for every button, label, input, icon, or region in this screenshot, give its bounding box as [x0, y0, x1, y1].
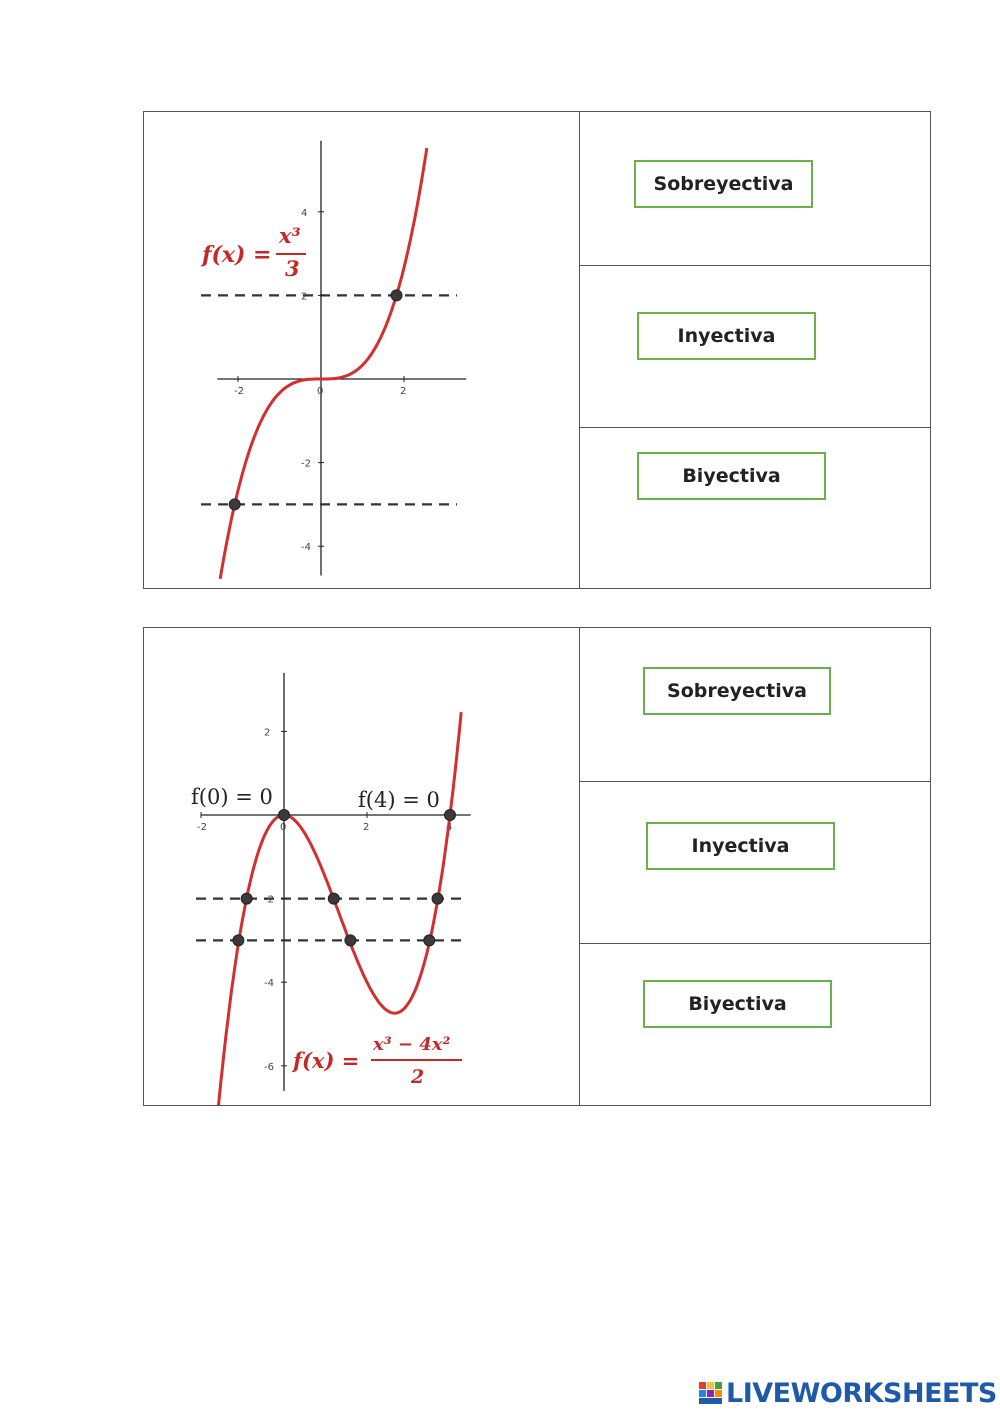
- liveworksheets-logo: [698, 1378, 997, 1408]
- option-cell-sobreyectiva: [580, 628, 930, 782]
- marked-point: [241, 893, 252, 904]
- marked-point: [328, 893, 339, 904]
- formula-denominator: 2: [411, 1066, 425, 1088]
- marked-point: [345, 935, 356, 946]
- x-tick-label: -2: [197, 822, 207, 833]
- marked-point: [233, 935, 244, 946]
- watermark-text: LIVEWORKSHEETS: [726, 1377, 997, 1409]
- label-f4: f(4) = 0: [358, 788, 440, 812]
- option-cell-inyectiva: [580, 266, 930, 428]
- y-tick-label: -4: [264, 978, 274, 990]
- formula-denominator: 3: [285, 256, 300, 281]
- y-tick-label: 4: [301, 207, 308, 219]
- formula-label: [200, 223, 306, 281]
- marked-point: [279, 810, 290, 821]
- function-graph-1: [144, 112, 580, 588]
- x-tick-label: 0: [280, 822, 287, 833]
- x-tick-label: -2: [234, 386, 244, 397]
- x-tick-label: 0: [317, 386, 324, 397]
- sobreyectiva-button[interactable]: Sobreyectiva: [634, 160, 813, 208]
- graph-cell-1: [144, 112, 580, 588]
- marked-point: [445, 810, 456, 821]
- y-tick-label: -6: [264, 1061, 274, 1073]
- marked-point: [432, 893, 443, 904]
- graph-cell-2: [144, 628, 580, 1105]
- x-tick-label: 2: [363, 822, 370, 833]
- formula-lhs: f(x) =: [293, 1048, 360, 1073]
- marked-point: [424, 935, 435, 946]
- y-tick-label: 2: [264, 727, 271, 739]
- formula-lhs: f(x) =: [202, 242, 272, 268]
- formula-label: [291, 1034, 462, 1088]
- x-tick-label: 2: [400, 386, 407, 397]
- option-cell-biyectiva: [580, 428, 930, 588]
- option-cell-biyectiva: [580, 944, 930, 1105]
- formula-numerator: x³ − 4x²: [373, 1034, 451, 1055]
- label-f0: f(0) = 0: [191, 785, 273, 809]
- option-cell-inyectiva: [580, 782, 930, 944]
- biyectiva-button[interactable]: Biyectiva: [637, 452, 826, 500]
- marked-point: [229, 499, 240, 510]
- function-graph-2: [144, 628, 580, 1105]
- biyectiva-button[interactable]: Biyectiva: [643, 980, 832, 1028]
- exercise-2: [143, 627, 931, 1106]
- formula-numerator: x³: [279, 223, 301, 248]
- sobreyectiva-button[interactable]: Sobreyectiva: [643, 667, 831, 715]
- option-cell-sobreyectiva: [580, 112, 930, 266]
- marked-point: [391, 290, 402, 301]
- exercise-1: [143, 111, 931, 589]
- inyectiva-button[interactable]: Inyectiva: [637, 312, 816, 360]
- y-tick-label: -2: [301, 458, 311, 470]
- inyectiva-button[interactable]: Inyectiva: [646, 822, 835, 870]
- y-tick-label: 2: [301, 291, 308, 303]
- y-tick-label: -2: [264, 894, 274, 906]
- y-tick-label: -4: [301, 542, 311, 554]
- liveworksheets-icon: [698, 1380, 724, 1406]
- x-tick-label: 4: [446, 822, 453, 833]
- curve: [220, 148, 427, 579]
